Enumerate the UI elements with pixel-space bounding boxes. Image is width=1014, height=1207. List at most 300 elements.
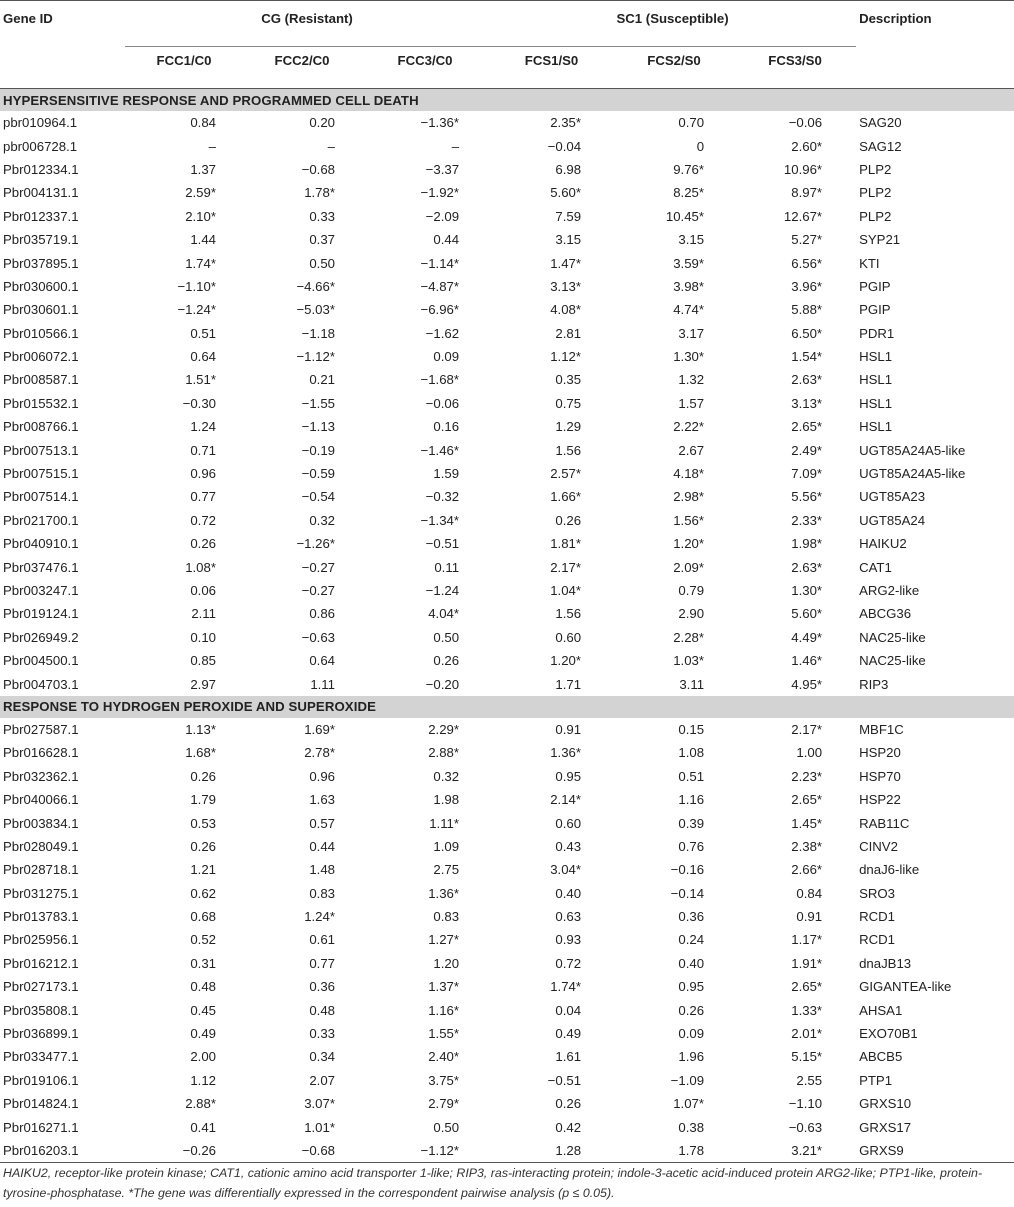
table-row (0, 368, 1014, 391)
fold-change-cell: −0.54 (301, 489, 335, 505)
fold-change-cell: 2.67 (678, 442, 705, 458)
fold-change-cell: 8.25* (673, 185, 705, 201)
fold-change-cell: 0.42 (555, 1119, 582, 1135)
description-cell: MBF1C (859, 721, 904, 737)
fold-change-cell: – (451, 138, 460, 154)
table-row (0, 532, 1014, 555)
table-row (0, 181, 1014, 204)
fold-change-cell: 1.68* (185, 745, 216, 761)
fold-change-cell: 2.11 (191, 606, 216, 622)
fold-change-cell: 0.86 (309, 606, 335, 622)
gene-id-cell: Pbr037895.1 (3, 255, 79, 271)
gene-id-cell: Pbr019106.1 (3, 1072, 79, 1088)
description-cell: KTI (859, 255, 880, 271)
description-cell: HSL1 (859, 349, 893, 365)
fold-change-cell: 1.98* (791, 536, 823, 552)
fold-change-cell: 2.60* (791, 138, 823, 154)
fold-change-cell: −0.19 (301, 442, 335, 458)
fold-change-cell: 2.59* (185, 185, 216, 201)
gene-id-cell: Pbr031275.1 (3, 885, 79, 901)
fold-change-cell: 1.47* (550, 255, 582, 271)
header-col: FCS1/S0 (489, 47, 614, 89)
gene-id-cell: Pbr008587.1 (3, 372, 79, 388)
fold-change-cell: 10.96* (783, 161, 823, 177)
description-cell: SAG12 (859, 138, 902, 154)
fold-change-cell: 1.08 (678, 745, 705, 761)
table-row (0, 649, 1014, 672)
table-row (0, 1022, 1014, 1045)
fold-change-cell: 2.22* (673, 419, 705, 435)
fold-change-cell: 4.04* (428, 606, 460, 622)
fold-change-cell: 3.04* (550, 862, 582, 878)
fold-change-cell: 0.84 (796, 885, 823, 901)
fold-change-cell: 2.81 (555, 325, 582, 341)
fold-change-cell: −0.68 (301, 161, 335, 177)
fold-change-cell: 0.35 (555, 372, 582, 388)
table-row (0, 788, 1014, 811)
fold-change-cell: 5.56* (791, 489, 823, 505)
fold-change-cell: −2.09 (425, 208, 460, 224)
gene-id-cell: Pbr007513.1 (3, 442, 79, 458)
fold-change-cell: 0.95 (678, 979, 705, 995)
fold-change-cell: 0.50 (433, 1119, 460, 1135)
fold-change-cell: 1.29 (555, 419, 582, 435)
description-cell: PLP2 (859, 161, 892, 177)
fold-change-cell: 0.75 (555, 395, 582, 411)
fold-change-cell: −1.10* (177, 278, 216, 294)
table-row (0, 928, 1014, 951)
fold-change-cell: 0.57 (309, 815, 335, 831)
fold-change-cell: 0.11 (434, 559, 460, 575)
fold-change-cell: 1.27* (428, 932, 460, 948)
gene-id-cell: Pbr028049.1 (3, 838, 79, 854)
fold-change-cell: 2.66* (791, 862, 823, 878)
gene-id-cell: Pbr019124.1 (3, 606, 79, 622)
gene-id-cell: Pbr003247.1 (3, 583, 79, 598)
fold-change-cell: −0.63 (301, 629, 335, 645)
fold-change-cell: 1.59 (433, 466, 460, 482)
description-cell: HSL1 (859, 419, 893, 435)
fold-change-cell: 1.74* (550, 979, 582, 995)
fold-change-cell: 1.74* (185, 255, 216, 271)
fold-change-cell: 1.71 (555, 676, 582, 692)
fold-change-cell: 0 (696, 138, 705, 154)
table-row (0, 509, 1014, 532)
fold-change-cell: 2.07 (309, 1072, 335, 1088)
fold-change-cell: −4.87* (420, 278, 460, 294)
fold-change-cell: 0.84 (190, 115, 216, 131)
fold-change-cell: 0.09 (433, 349, 460, 365)
table-row (0, 718, 1014, 741)
fold-change-cell: 0.39 (678, 815, 705, 831)
table-row (0, 251, 1014, 274)
fold-change-cell: 6.98 (555, 161, 582, 177)
fold-change-cell: −4.66* (296, 278, 335, 294)
gene-id-cell: pbr006728.1 (3, 138, 78, 154)
table-row (0, 1092, 1014, 1115)
fold-change-cell: 4.18* (673, 466, 705, 482)
fold-change-cell: 1.17* (791, 932, 823, 948)
gene-id-cell: Pbr033477.1 (3, 1049, 79, 1065)
description-cell: GIGANTEA-like (859, 979, 952, 995)
fold-change-cell: 4.95* (791, 676, 823, 692)
table-row (0, 345, 1014, 368)
section-title: RESPONSE TO HYDROGEN PEROXIDE AND SUPEROXIDE (0, 696, 1014, 718)
fold-change-cell: 0.43 (555, 838, 582, 854)
fold-change-cell: 0.48 (190, 979, 216, 995)
table-row (0, 1045, 1014, 1068)
header-group-resistant: CG (Resistant) (125, 1, 489, 47)
description-cell: GRXS10 (859, 1096, 912, 1112)
fold-change-cell: 0.72 (555, 955, 582, 971)
fold-change-cell: −0.32 (425, 489, 460, 505)
fold-change-cell: 2.10* (185, 208, 216, 224)
fold-change-cell: 1.20* (550, 653, 582, 669)
table-row (0, 672, 1014, 695)
fold-change-cell: 1.07* (673, 1096, 705, 1112)
fold-change-cell: 1.28 (489, 1139, 614, 1163)
fold-change-cell: 0.26 (190, 838, 216, 854)
fold-change-cell: −1.12* (296, 349, 335, 365)
fold-change-cell: −1.12* (361, 1139, 489, 1163)
fold-change-cell: −1.36* (420, 115, 460, 131)
fold-change-cell: 0.10 (190, 629, 216, 645)
fold-change-cell: 2.88* (185, 1096, 216, 1112)
fold-change-cell: −3.37 (425, 161, 460, 177)
fold-change-cell: 3.75* (428, 1072, 460, 1088)
description-cell: HSP20 (859, 745, 901, 761)
fold-change-cell: 3.13* (550, 278, 582, 294)
description-cell: SAG20 (859, 115, 902, 131)
gene-id-cell: Pbr004131.1 (3, 185, 79, 201)
fold-change-cell: 0.77 (190, 489, 216, 505)
fold-change-cell: −0.63 (788, 1119, 823, 1135)
fold-change-cell: 0.63 (555, 909, 582, 925)
gene-id-cell: Pbr036899.1 (3, 1026, 79, 1042)
gene-id-cell: Pbr035719.1 (3, 232, 79, 248)
fold-change-cell: 0.44 (309, 838, 335, 854)
description-cell: HSP70 (859, 768, 901, 784)
fold-change-cell: 3.15 (678, 232, 705, 248)
fold-change-cell: 10.45* (665, 208, 705, 224)
fold-change-cell: 4.49* (791, 629, 823, 645)
fold-change-cell: −0.26 (125, 1139, 243, 1163)
fold-change-cell: −0.06 (425, 395, 460, 411)
fold-change-cell: 0.91 (796, 909, 823, 925)
fold-change-cell: 0.49 (555, 1026, 582, 1042)
fold-change-cell: 2.28* (673, 629, 705, 645)
fold-change-cell: −1.55 (301, 395, 335, 411)
section-header-row (0, 89, 1014, 112)
fold-change-cell: −0.06 (788, 115, 823, 131)
description-cell: UGT85A24 (859, 512, 926, 528)
gene-id-cell: Pbr021700.1 (3, 512, 79, 528)
description-cell: CAT1 (859, 559, 892, 575)
fold-change-cell: 2.65* (791, 419, 823, 435)
fold-change-cell: 0.40 (555, 885, 582, 901)
fold-change-cell: 0.49 (190, 1026, 216, 1042)
fold-change-cell: 0.71 (190, 442, 216, 458)
description-cell: NAC25-like (859, 653, 926, 669)
fold-change-cell: 1.91* (791, 955, 823, 971)
description-cell: CINV2 (859, 838, 898, 854)
description-cell: GRXS9 (856, 1139, 1014, 1163)
section-header-row (0, 696, 1014, 718)
table-row (0, 228, 1014, 251)
fold-change-cell: 3.15 (555, 232, 582, 248)
fold-change-cell: 1.33* (791, 1002, 823, 1018)
fold-change-cell: 1.36* (550, 745, 582, 761)
fold-change-cell: −1.18 (301, 325, 335, 341)
description-cell: EXO70B1 (859, 1026, 918, 1042)
fold-change-cell: 2.17* (791, 721, 823, 737)
fold-change-cell: 0.04 (555, 1002, 582, 1018)
fold-change-cell: 3.21* (734, 1139, 856, 1163)
fold-change-cell: 0.52 (190, 932, 216, 948)
fold-change-cell: 0.45 (190, 1002, 216, 1018)
fold-change-cell: 0.51 (190, 325, 216, 341)
fold-change-cell: 0.62 (190, 885, 216, 901)
fold-change-cell: 1.24* (304, 909, 335, 925)
gene-id-cell: Pbr016271.1 (3, 1119, 79, 1135)
fold-change-cell: 4.08* (550, 302, 582, 318)
table-row (0, 975, 1014, 998)
fold-change-cell: 7.09* (791, 466, 823, 482)
fold-change-cell: −1.09 (670, 1072, 705, 1088)
fold-change-cell: 0.26 (190, 768, 216, 784)
fold-change-cell: 2.17* (550, 559, 582, 575)
gene-id-cell: Pbr015532.1 (3, 395, 79, 411)
header-blank (0, 47, 125, 89)
fold-change-cell: 2.63* (791, 559, 823, 575)
fold-change-cell: 2.57* (550, 466, 582, 482)
fold-change-cell: 3.98* (673, 278, 705, 294)
description-cell: PLP2 (859, 208, 892, 224)
fold-change-cell: 1.16 (678, 792, 705, 808)
fold-change-cell: 2.55 (796, 1072, 823, 1088)
fold-change-cell: 3.96* (791, 278, 823, 294)
fold-change-cell: −0.30 (182, 395, 216, 411)
description-cell: ABCB5 (859, 1049, 903, 1065)
fold-change-cell: 0.06 (190, 583, 216, 598)
fold-change-cell: 4.74* (673, 302, 705, 318)
gene-id-cell: Pbr016203.1 (0, 1139, 125, 1163)
gene-id-cell: Pbr040910.1 (3, 536, 79, 552)
gene-id-cell: Pbr032362.1 (3, 768, 79, 784)
fold-change-cell: 0.64 (309, 653, 335, 669)
table-row (0, 298, 1014, 321)
table-row (0, 579, 1014, 602)
fold-change-cell: 9.76* (673, 161, 705, 177)
description-cell: dnaJ6-like (859, 862, 920, 878)
gene-id-cell: Pbr010566.1 (3, 325, 79, 341)
fold-change-cell: 0.61 (309, 932, 335, 948)
fold-change-cell: 0.37 (309, 232, 335, 248)
fold-change-cell: 2.33* (791, 512, 823, 528)
description-cell: UGT85A23 (859, 489, 926, 505)
table-row (0, 322, 1014, 345)
gene-id-cell: Pbr030601.1 (3, 302, 79, 318)
table-row (0, 1069, 1014, 1092)
fold-change-cell: 0.34 (309, 1049, 335, 1065)
fold-change-cell: −1.46* (420, 442, 460, 458)
fold-change-cell: 1.56 (555, 606, 582, 622)
description-cell: HSL1 (859, 395, 893, 411)
fold-change-cell: 0.93 (555, 932, 582, 948)
fold-change-cell: 0.32 (309, 512, 335, 528)
fold-change-cell: 1.03* (673, 653, 705, 669)
fold-change-cell: 0.50 (433, 629, 460, 645)
description-cell: PGIP (859, 302, 891, 318)
description-cell: HSP22 (859, 792, 901, 808)
fold-change-cell: 2.65* (791, 979, 823, 995)
table-row (0, 438, 1014, 461)
fold-change-cell: 1.57 (678, 395, 705, 411)
gene-id-cell: Pbr008766.1 (3, 419, 79, 435)
fold-change-cell: 5.60* (791, 606, 823, 622)
description-cell: HAIKU2 (859, 536, 907, 552)
fold-change-cell: 2.75 (433, 862, 460, 878)
gene-id-cell: Pbr012334.1 (3, 161, 79, 177)
fold-change-cell: 5.88* (791, 302, 823, 318)
fold-change-cell: 0.31 (190, 955, 216, 971)
fold-change-cell: 2.35* (550, 115, 582, 131)
fold-change-cell: 1.78* (304, 185, 335, 201)
table-row (0, 462, 1014, 485)
fold-change-cell: 2.49* (791, 442, 823, 458)
table-row (0, 835, 1014, 858)
fold-change-cell: 1.63 (309, 792, 335, 808)
fold-change-cell: 0.83 (433, 909, 460, 925)
fold-change-cell: 1.44 (190, 232, 216, 248)
fold-change-cell: 1.13* (185, 721, 216, 737)
table-row (0, 275, 1014, 298)
fold-change-cell: 2.14* (550, 792, 582, 808)
fold-change-cell: 1.69* (304, 721, 335, 737)
fold-change-cell: 1.11 (310, 676, 335, 692)
fold-change-cell: −1.34* (420, 512, 460, 528)
fold-change-cell: 0.26 (190, 536, 216, 552)
fold-change-cell: 0.26 (555, 1096, 582, 1112)
gene-id-cell: pbr010964.1 (3, 115, 78, 131)
fold-change-cell: 1.30* (673, 349, 705, 365)
description-cell: HSL1 (859, 372, 893, 388)
table-row (0, 158, 1014, 181)
fold-change-cell: −1.92* (420, 185, 460, 201)
description-cell: NAC25-like (859, 629, 926, 645)
fold-change-cell: 1.30* (791, 583, 823, 598)
fold-change-cell: 0.36 (309, 979, 335, 995)
fold-change-cell: 1.55* (428, 1026, 460, 1042)
fold-change-cell: 0.83 (309, 885, 335, 901)
fold-change-cell: 2.09* (673, 559, 705, 575)
fold-change-cell: – (327, 138, 335, 154)
fold-change-cell: 2.63* (791, 372, 823, 388)
header-blank (856, 47, 1014, 89)
fold-change-cell: −0.04 (547, 138, 582, 154)
fold-change-cell: 1.09 (433, 838, 460, 854)
fold-change-cell: 0.33 (309, 1026, 335, 1042)
fold-change-cell: 0.33 (309, 208, 335, 224)
fold-change-cell: 1.46* (791, 653, 823, 669)
description-cell: GRXS17 (859, 1119, 912, 1135)
fold-change-cell: 0.79 (678, 583, 705, 598)
table-row (0, 741, 1014, 764)
table-row (0, 111, 1014, 134)
table-row (0, 858, 1014, 881)
fold-change-cell: 0.64 (190, 349, 216, 365)
gene-id-cell: Pbr003834.1 (3, 815, 79, 831)
description-cell: RIP3 (859, 676, 889, 692)
fold-change-cell: 12.67* (783, 208, 823, 224)
description-cell: PGIP (859, 278, 891, 294)
fold-change-cell: −0.51 (425, 536, 460, 552)
fold-change-cell: 1.96 (678, 1049, 705, 1065)
fold-change-cell: 1.37* (428, 979, 460, 995)
fold-change-cell: 1.04* (550, 583, 582, 598)
header-col: FCS3/S0 (734, 47, 856, 89)
fold-change-cell: 1.12 (190, 1072, 216, 1088)
fold-change-cell: −1.24* (177, 302, 216, 318)
header-col: FCC1/C0 (125, 47, 243, 89)
fold-change-cell: 0.44 (433, 232, 460, 248)
fold-change-cell: 7.59 (555, 208, 582, 224)
fold-change-cell: 2.29* (428, 721, 460, 737)
gene-id-cell: Pbr004500.1 (3, 653, 79, 669)
fold-change-cell: 1.24 (190, 419, 216, 435)
fold-change-cell: 3.59* (673, 255, 705, 271)
description-cell: SYP21 (859, 232, 901, 248)
fold-change-cell: 1.20* (673, 536, 705, 552)
table-row (0, 952, 1014, 975)
table-body (0, 89, 1014, 1163)
fold-change-cell: 1.45* (791, 815, 823, 831)
fold-change-cell: 1.21 (190, 862, 216, 878)
fold-change-cell: 0.41 (190, 1119, 216, 1135)
fold-change-cell: – (208, 138, 216, 154)
fold-change-cell: 0.09 (678, 1026, 705, 1042)
description-cell: SRO3 (859, 885, 895, 901)
gene-id-cell: Pbr012337.1 (3, 208, 79, 224)
fold-change-cell: 0.32 (433, 768, 460, 784)
fold-change-cell: 1.56 (555, 442, 582, 458)
table-row (0, 134, 1014, 157)
fold-change-cell: 0.16 (433, 419, 460, 435)
fold-change-cell: −0.68 (243, 1139, 361, 1163)
fold-change-cell: 1.56* (673, 512, 705, 528)
fold-change-cell: 1.00 (796, 745, 823, 761)
fold-change-cell: 0.36 (678, 909, 705, 925)
table-row (0, 555, 1014, 578)
fold-change-cell: 0.15 (678, 721, 705, 737)
description-cell: dnaJB13 (859, 955, 912, 971)
fold-change-cell: −1.24 (425, 583, 460, 598)
fold-change-cell: 1.54* (791, 349, 823, 365)
header-group-susceptible: SC1 (Susceptible) (489, 1, 856, 47)
description-cell: ABCG36 (859, 606, 912, 622)
fold-change-cell: 0.53 (190, 815, 216, 831)
fold-change-cell: 5.15* (791, 1049, 823, 1065)
fold-change-cell: 5.27* (791, 232, 823, 248)
fold-change-cell: −1.14* (420, 255, 460, 271)
gene-id-cell: Pbr035808.1 (3, 1002, 79, 1018)
fold-change-cell: 6.50* (791, 325, 823, 341)
fold-change-cell: −0.20 (425, 676, 460, 692)
fold-change-cell: 0.26 (555, 512, 582, 528)
fold-change-cell: 0.24 (678, 932, 705, 948)
fold-change-cell: 0.96 (190, 466, 216, 482)
fold-change-cell: 1.12* (550, 349, 582, 365)
